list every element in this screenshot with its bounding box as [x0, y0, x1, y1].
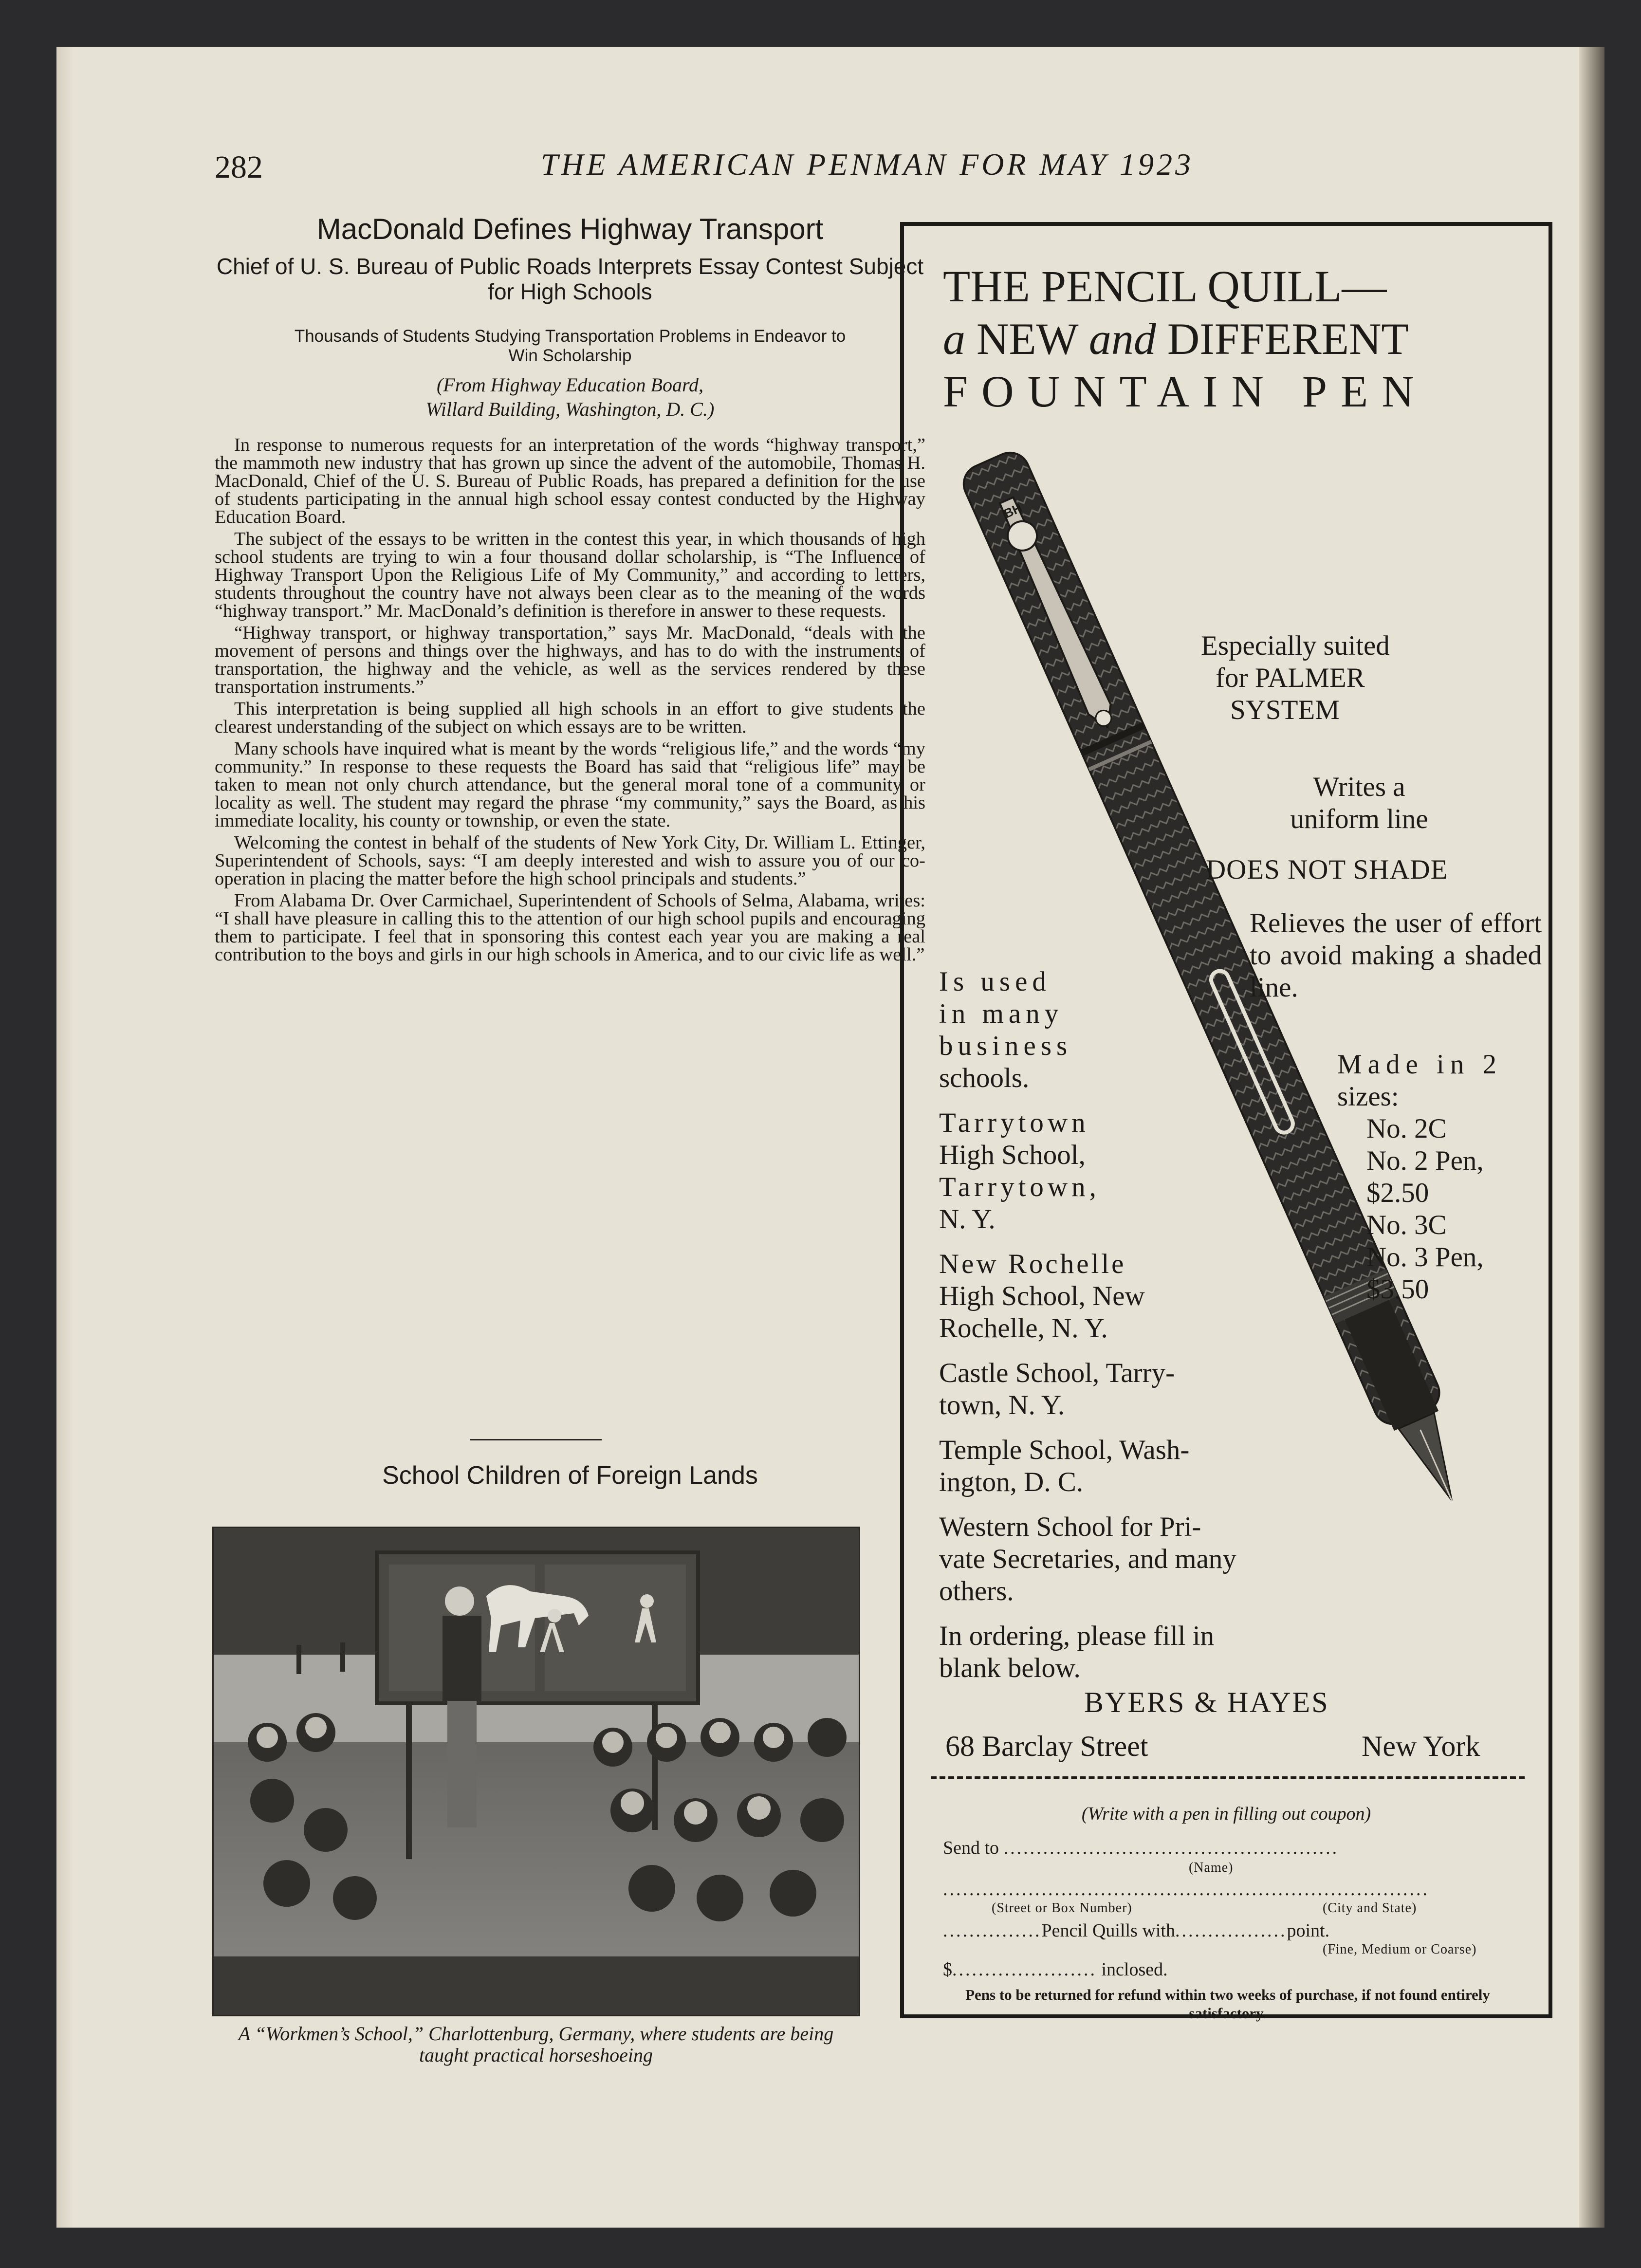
school-line: ington, D. C.: [939, 1467, 1084, 1497]
ad-title-word: DIFFERENT: [1167, 314, 1409, 364]
page-spine: [1579, 47, 1604, 2228]
running-title: THE AMERICAN PENMAN FOR MAY 1923: [541, 147, 1194, 182]
school-line: Rochelle, N. Y.: [939, 1313, 1108, 1344]
ad-title-line: THE PENCIL QUILL—: [943, 261, 1387, 311]
ad-title-word: and: [1088, 314, 1156, 364]
point-options-label: (Fine, Medium or Coarse): [1323, 1942, 1477, 1957]
size-item: No. 3C: [1366, 1210, 1447, 1240]
school-line: Western School for Pri-: [939, 1512, 1201, 1542]
ad-title: [943, 260, 1551, 418]
ad-title-line: [943, 313, 1551, 365]
magazine-page: [56, 47, 1604, 2228]
ad-title-word: a: [943, 314, 965, 364]
size-item: No. 2 Pen,: [1366, 1145, 1484, 1176]
school-line: High School,: [939, 1140, 1086, 1170]
article-paragraph: From Alabama Dr. Over Carmichael, Superintendent of Schools of Selma, Alabama, writes: “I shall have pleasure in calling this to the attention of our high school pupils and encouraging them to participate. I feel that in sponsoring this contest each year you are making a real contribution to the boys and girls in our high schools in America, and to our civic life as well.”: [215, 890, 925, 965]
address-blank[interactable]: ..........................................................................: [943, 1879, 1429, 1899]
ad-line: uniform line: [1290, 804, 1428, 834]
article-paragraph: Welcoming the contest in behalf of the students of New York City, Dr. William L. Ettinger, Superintendent of Schools, says: “I am deeply interested and wish to assure you of our co-operation in placing the matter before the high school principals and students.”: [215, 832, 925, 889]
ad-street-address: 68 Barclay Street: [945, 1730, 1148, 1762]
school-line: New Rochelle: [939, 1249, 1126, 1279]
school-line: Temple School, Wash-: [939, 1435, 1190, 1465]
size-item: No. 2C: [1366, 1113, 1447, 1144]
ad-relieves-text: Relieves the user of effort to avoid making a shaded line.: [1250, 908, 1542, 1003]
quantity-blank[interactable]: ...............: [943, 1920, 1042, 1941]
photo-section-title: School Children of Foreign Lands: [382, 1461, 758, 1490]
point-label: point.: [1287, 1920, 1330, 1941]
ad-line: for PALMER: [1216, 663, 1365, 693]
size-item: $3.50: [1366, 1274, 1429, 1305]
size-item: $2.50: [1366, 1178, 1429, 1208]
ad-line: SYSTEM: [1230, 695, 1340, 725]
ad-line: in many: [939, 998, 1064, 1029]
coupon-send-to-row: [943, 1837, 1339, 1859]
photo-caption: A “Workmen’s School,” Charlottenburg, Germany, where students are being taught practical horseshoeing: [238, 2023, 834, 2066]
quills-label: Pencil Quills with: [1041, 1920, 1175, 1941]
school-line: vate Secretaries, and many: [939, 1544, 1236, 1574]
ad-line: schools.: [939, 1063, 1030, 1093]
send-to-label: Send to: [943, 1838, 999, 1858]
article-deck: Thousands of Students Studying Transportation Problems in Endeavor to Win Scholarship: [294, 327, 846, 365]
ad-city: New York: [1362, 1730, 1480, 1762]
school-line: others.: [939, 1576, 1014, 1606]
school-line: Tarrytown,: [939, 1172, 1100, 1202]
school-line: Tarrytown: [939, 1107, 1089, 1138]
ad-company-name: BYERS & HAYES: [1084, 1686, 1329, 1718]
page-edge: [56, 47, 74, 2228]
photo-illustration: [214, 1528, 859, 2015]
name-label: (Name): [1189, 1860, 1234, 1875]
school-line: High School, New: [939, 1281, 1145, 1311]
article-source: [215, 373, 925, 422]
ad-line: Especially suited: [1201, 630, 1390, 661]
dollar-sign: $: [943, 1959, 952, 1980]
ad-title-word: NEW: [977, 314, 1078, 364]
ordering-line: In ordering, please fill in: [939, 1621, 1215, 1651]
refund-note: Pens to be returned for refund within two weeks of purchase, if not found entirely satisfactory.: [965, 1986, 1490, 2022]
ad-line: business: [939, 1031, 1072, 1061]
ad-line: Made in 2: [1337, 1049, 1503, 1080]
section-divider: [470, 1439, 602, 1440]
article-subhead: Chief of U. S. Bureau of Public Roads Interprets Essay Contest Subject for High Schools: [216, 254, 924, 304]
pen-logo: BH: [1001, 500, 1024, 521]
article-paragraph: The subject of the essays to be written in the contest this year, in which thousands of high school students are trying to win a four thousand dollar scholarship, is “The Influence of Highway Transport Upon the Religious Life of My Community,” and according to letters, students throughout the country have not always been clear as to the meaning of the words “highway transport.” Mr. MacDonald’s definition is therefore in answer to these requests.: [215, 529, 925, 621]
coupon-amount-row: [943, 1959, 1168, 1980]
ad-writes-text: [1242, 771, 1476, 835]
article-paragraph: This interpretation is being supplied all high schools in an effort to give students the clearest understanding of the subject on which essays are to be written.: [215, 699, 925, 737]
ad-does-not-shade: DOES NOT SHADE: [1206, 854, 1448, 885]
ad-line: Writes a: [1313, 772, 1405, 802]
ad-suited-text: [1201, 630, 1474, 726]
article-paragraph: In response to numerous requests for an interpretation of the words “highway transport,” the mammoth new industry that has grown up since the advent of the automobile, Thomas H. MacDonald, Chief of the U. S. Bureau of Public Roads, has prepared a definition for the use of students participating in the annual high school essay contest conducted by the Highway Education Board.: [215, 435, 925, 527]
article-headline: MacDonald Defines Highway Transport: [316, 213, 824, 245]
pencil-quill-advertisement: [900, 222, 1552, 2022]
coupon-title: (Write with a pen in filling out coupon): [1081, 1804, 1371, 1824]
ad-line: sizes:: [1337, 1081, 1399, 1112]
amount-blank[interactable]: ......................: [952, 1959, 1097, 1980]
ad-sizes: [1337, 1049, 1542, 1306]
school-line: town, N. Y.: [939, 1390, 1065, 1420]
ad-schools-list: [939, 966, 1328, 1684]
coupon-quills-row: [943, 1920, 1329, 1941]
school-line: N. Y.: [939, 1204, 996, 1235]
page-number: 282: [215, 149, 263, 185]
coupon-cut-line: [931, 1776, 1525, 1779]
article-body: [215, 436, 925, 968]
size-item: No. 3 Pen,: [1366, 1242, 1484, 1272]
source-line: Willard Building, Washington, D. C.): [425, 398, 715, 420]
article-paragraph: “Highway transport, or highway transportation,” says Mr. MacDonald, “deals with the movement of persons and things over the highways, and has to do with the instruments of transportation, the highway and the vehicle, as well as the services rendered by these transportation instruments.”: [215, 623, 925, 697]
source-line: (From Highway Education Board,: [436, 374, 704, 396]
street-label: (Street or Box Number): [992, 1900, 1132, 1916]
ordering-line: blank below.: [939, 1653, 1081, 1683]
name-blank[interactable]: ...................................................: [1003, 1838, 1339, 1858]
city-state-label: (City and State): [1323, 1900, 1417, 1916]
school-line: Castle School, Tarry-: [939, 1358, 1175, 1388]
point-blank[interactable]: .................: [1175, 1920, 1287, 1941]
inclosed-label: inclosed.: [1101, 1959, 1168, 1980]
ad-line: Is used: [939, 966, 1051, 997]
article-paragraph: Many schools have inquired what is meant by the words “religious life,” and the words “my community.” In response to these requests the Board has said that “religious life” may be taken to mean not only church attendance, but the general moral tone of a community or locality as well. The student may regard the phrase “my community,” says the Board, as his immediate locality, his county or township, or even the state.: [215, 738, 925, 831]
ad-title-line: FOUNTAIN PEN: [943, 367, 1428, 416]
workmens-school-photo: [212, 1527, 860, 2016]
